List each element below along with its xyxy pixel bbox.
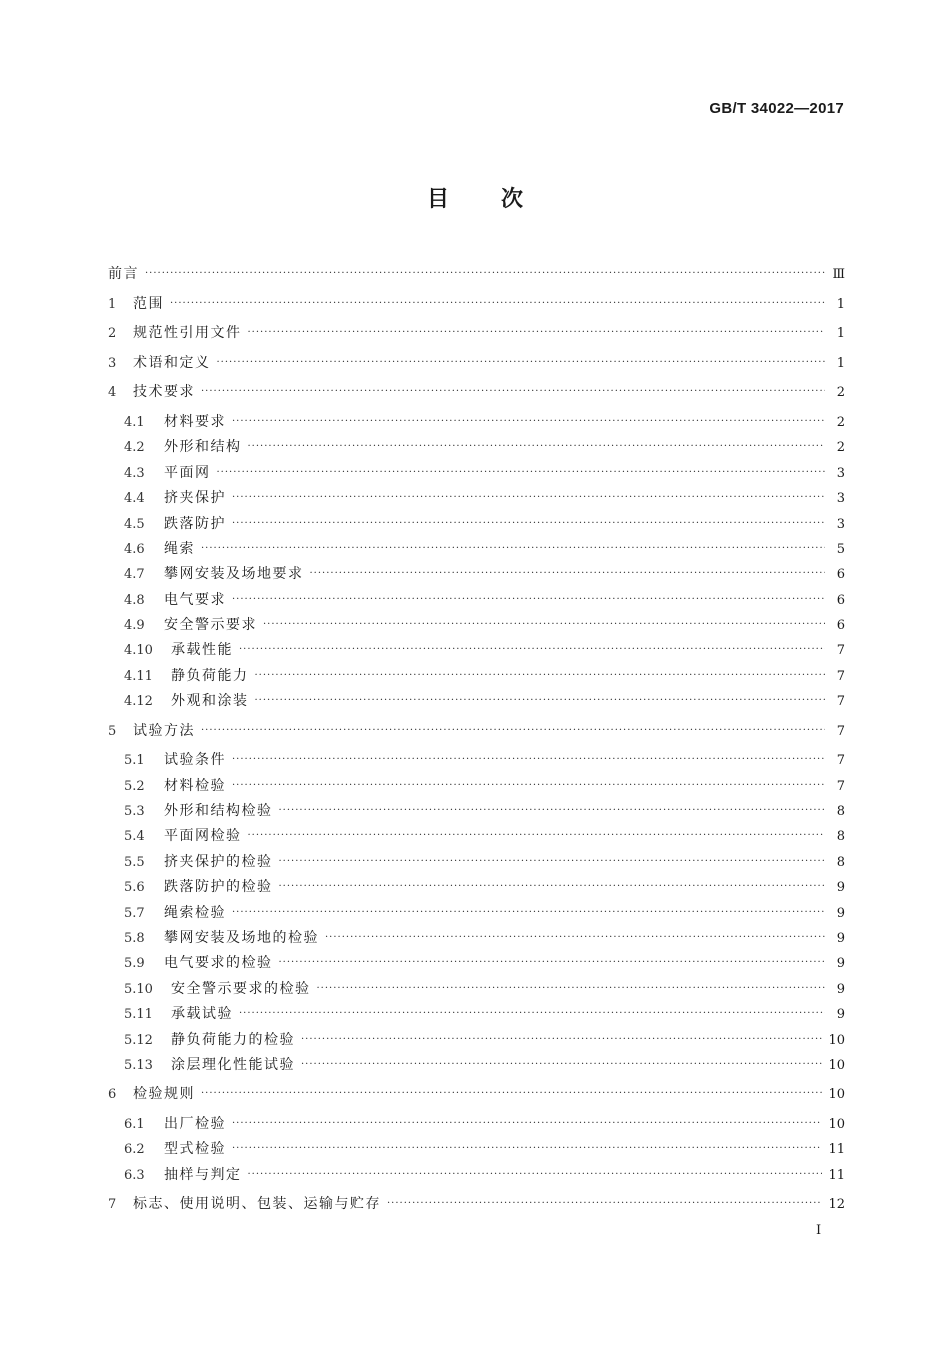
toc-entry-label: 平面网 <box>164 464 211 481</box>
toc-entry-page: 9 <box>836 981 845 997</box>
toc-entry-label: 电气要求 <box>164 591 226 608</box>
toc-dot-leader <box>239 644 825 655</box>
toc-entry-number: 4.10 <box>124 643 153 659</box>
toc-entry-label: 标志、使用说明、包装、运输与贮存 <box>133 1196 381 1213</box>
toc-entry[interactable] <box>108 1113 845 1138</box>
toc-dot-leader <box>279 856 826 867</box>
toc-entry-page: 3 <box>836 491 845 507</box>
toc-entry-page: 5 <box>836 541 845 557</box>
toc-entry-page: 6 <box>836 618 845 634</box>
toc-entry-number: 5.8 <box>124 930 145 946</box>
toc-entry-label: 电气要求的检验 <box>164 955 273 972</box>
toc-entry-page: 7 <box>836 694 845 710</box>
toc-dot-leader <box>301 1059 822 1070</box>
toc-entry-label: 跌落防护的检验 <box>164 879 273 896</box>
toc-entry[interactable] <box>108 927 845 952</box>
toc-entry[interactable] <box>108 1054 845 1079</box>
toc-entry-page: 10 <box>828 1032 845 1048</box>
toc-entry-page: 9 <box>836 880 845 896</box>
toc-entry-page: 7 <box>836 643 845 659</box>
toc-dot-leader <box>255 695 826 706</box>
toc-entry-label: 外观和涂装 <box>171 693 249 710</box>
toc-entry-page: 3 <box>836 465 845 481</box>
toc-entry-label: 绳索检验 <box>164 904 226 921</box>
toc-entry[interactable] <box>108 800 845 825</box>
toc-entry-number: 4.8 <box>124 592 145 608</box>
toc-entry[interactable] <box>108 665 845 690</box>
toc-entry-label: 绳索 <box>164 540 195 557</box>
toc-entry-number: 1 <box>108 296 117 312</box>
toc-entry-page: 3 <box>836 516 845 532</box>
page-title: 目次 <box>426 187 575 212</box>
toc-entry-number: 2 <box>108 326 117 342</box>
toc-entry-page: 1 <box>836 355 845 371</box>
toc-dot-leader <box>301 1034 822 1045</box>
toc-entry[interactable] <box>108 487 845 512</box>
toc-entry-label: 静负荷能力的检验 <box>171 1031 295 1048</box>
toc-dot-leader <box>170 298 825 309</box>
toc-dot-leader <box>232 518 825 529</box>
toc-entry-label: 挤夹保护 <box>164 490 226 507</box>
toc-entry-page: 2 <box>836 385 845 401</box>
toc-entry-number: 6.1 <box>124 1116 145 1132</box>
toc-entry-label: 范围 <box>133 295 164 312</box>
toc-dot-leader <box>232 492 825 503</box>
toc-entry-page: 9 <box>836 956 845 972</box>
toc-dot-leader <box>232 1143 822 1154</box>
toc-entry-page: 7 <box>836 778 845 794</box>
toc-entry-label: 规范性引用文件 <box>133 325 242 342</box>
toc-entry-page: 6 <box>836 592 845 608</box>
toc-entry-page: 9 <box>836 1007 845 1023</box>
toc-dot-leader <box>263 619 825 630</box>
toc-dot-leader <box>201 386 825 397</box>
toc-entry-number: 5.4 <box>124 829 145 845</box>
toc-entry[interactable] <box>108 589 845 614</box>
toc-entry[interactable] <box>108 978 845 1003</box>
toc-entry-page: 2 <box>836 414 845 430</box>
toc-entry-label: 承载试验 <box>171 1006 233 1023</box>
toc-entry-number: 5.7 <box>124 905 145 921</box>
toc-entry[interactable] <box>108 1164 845 1189</box>
toc-entry-page: 7 <box>836 668 845 684</box>
toc-entry[interactable] <box>108 538 845 563</box>
toc-entry-number: 4.5 <box>124 516 145 532</box>
toc-entry-number: 5.5 <box>124 854 145 870</box>
toc-entry-label: 材料要求 <box>164 413 226 430</box>
toc-dot-leader <box>248 327 826 338</box>
toc-entry-label: 试验条件 <box>164 752 226 769</box>
toc-entry-number: 4.4 <box>124 491 145 507</box>
toc-entry-label: 平面网检验 <box>164 828 242 845</box>
toc-entry-number: 5.6 <box>124 880 145 896</box>
toc-entry-number: 4.2 <box>124 440 145 456</box>
toc-entry-label: 检验规则 <box>133 1086 195 1103</box>
toc-entry[interactable] <box>108 749 845 774</box>
toc-entry[interactable] <box>108 614 845 639</box>
toc-entry-number: 5.10 <box>124 981 153 997</box>
toc-entry-page: 10 <box>828 1116 845 1132</box>
toc-entry-page: 10 <box>828 1057 845 1073</box>
toc-dot-leader <box>279 881 826 892</box>
toc-entry[interactable] <box>108 825 845 850</box>
toc-entry-number: 7 <box>108 1197 117 1213</box>
toc-dot-leader <box>201 1088 822 1099</box>
toc-entry-number: 4 <box>108 385 117 401</box>
toc-entry-number: 6 <box>108 1087 117 1103</box>
toc-entry-label: 术语和定义 <box>133 354 211 371</box>
toc-entry-label: 跌落防护 <box>164 515 226 532</box>
toc-entry-label: 型式检验 <box>164 1141 226 1158</box>
toc-entry-label: 抽样与判定 <box>164 1166 242 1183</box>
toc-dot-leader <box>232 1118 822 1129</box>
toc-entry-page: 8 <box>836 804 845 820</box>
toc-entry-page: 9 <box>836 930 845 946</box>
toc-entry-page: 8 <box>836 829 845 845</box>
toc-entry[interactable] <box>108 690 845 715</box>
toc-entry-page: 10 <box>828 1087 845 1103</box>
toc-entry-number: 5 <box>108 723 117 739</box>
toc-entry-label: 涂层理化性能试验 <box>171 1056 295 1073</box>
toc-entry-label: 前言 <box>108 266 139 282</box>
toc-entry[interactable] <box>108 1193 845 1223</box>
toc-entry-page: 1 <box>836 326 845 342</box>
toc-dot-leader <box>310 568 826 579</box>
toc-entry-label: 外形和结构 <box>164 439 242 456</box>
toc-entry[interactable] <box>108 775 845 800</box>
toc-entry-number: 4.3 <box>124 465 145 481</box>
toc-entry[interactable] <box>108 411 845 436</box>
toc-entry-label: 静负荷能力 <box>171 667 249 684</box>
toc-entry-page: 11 <box>828 1167 845 1183</box>
toc-entry-number: 5.3 <box>124 804 145 820</box>
toc-entry-page: 1 <box>836 296 845 312</box>
toc-entry-page: 2 <box>836 440 845 456</box>
toc-entry[interactable] <box>108 876 845 901</box>
toc-entry[interactable] <box>108 1083 845 1113</box>
toc-entry-page: 11 <box>828 1142 845 1158</box>
toc-entry[interactable] <box>108 293 845 323</box>
toc-entry-number: 4.11 <box>124 668 153 684</box>
toc-entry-number: 4.1 <box>124 414 145 430</box>
toc-entry-number: 4.7 <box>124 567 145 583</box>
toc-entry[interactable] <box>108 563 845 588</box>
toc-entry[interactable] <box>108 1138 845 1163</box>
table-of-contents <box>108 263 845 1223</box>
toc-entry[interactable] <box>108 952 845 977</box>
toc-entry-label: 安全警示要求的检验 <box>171 980 311 997</box>
toc-entry-number: 6.2 <box>124 1142 145 1158</box>
toc-entry-label: 材料检验 <box>164 777 226 794</box>
toc-dot-leader <box>248 830 826 841</box>
toc-dot-leader <box>387 1198 822 1209</box>
toc-entry-number: 4.6 <box>124 541 145 557</box>
toc-dot-leader <box>201 725 825 736</box>
toc-entry[interactable] <box>108 352 845 382</box>
toc-entry[interactable] <box>108 902 845 927</box>
toc-entry-number: 5.11 <box>124 1007 153 1023</box>
toc-entry-number: 5.9 <box>124 956 145 972</box>
toc-entry-label: 攀网安装及场地的检验 <box>164 929 319 946</box>
toc-entry-number: 4.9 <box>124 618 145 634</box>
toc-entry-page: 7 <box>836 753 845 769</box>
toc-dot-leader <box>248 1169 823 1180</box>
toc-dot-leader <box>217 357 826 368</box>
toc-entry-label: 外形和结构检验 <box>164 803 273 820</box>
toc-entry[interactable] <box>108 263 845 293</box>
toc-dot-leader <box>255 670 826 681</box>
footer-page-number: I <box>816 1223 822 1238</box>
toc-entry-number: 5.2 <box>124 778 145 794</box>
toc-dot-leader <box>232 416 825 427</box>
toc-entry[interactable] <box>108 436 845 461</box>
toc-entry[interactable] <box>108 639 845 664</box>
toc-entry[interactable] <box>108 1029 845 1054</box>
toc-dot-leader <box>232 907 825 918</box>
toc-dot-leader <box>279 957 826 968</box>
toc-entry-label: 承载性能 <box>171 642 233 659</box>
toc-entry-label: 出厂检验 <box>164 1115 226 1132</box>
toc-dot-leader <box>239 1008 825 1019</box>
toc-entry[interactable] <box>108 462 845 487</box>
toc-dot-leader <box>232 780 825 791</box>
toc-dot-leader <box>325 932 825 943</box>
toc-dot-leader <box>232 754 825 765</box>
toc-entry-page: 6 <box>836 567 845 583</box>
toc-dot-leader <box>317 983 826 994</box>
toc-entry-number: 3 <box>108 355 117 371</box>
standard-code: GB/T 34022—2017 <box>709 100 844 117</box>
toc-entry-number: 5.13 <box>124 1057 153 1073</box>
toc-entry[interactable] <box>108 720 845 750</box>
toc-entry-number: 5.1 <box>124 753 145 769</box>
toc-entry[interactable] <box>108 513 845 538</box>
toc-entry-page: Ⅲ <box>832 267 845 282</box>
toc-entry-page: 8 <box>836 854 845 870</box>
toc-entry-number: 6.3 <box>124 1167 145 1183</box>
toc-entry[interactable] <box>108 322 845 352</box>
toc-entry-number: 5.12 <box>124 1032 153 1048</box>
toc-entry-page: 9 <box>836 905 845 921</box>
toc-dot-leader <box>145 268 825 279</box>
toc-entry[interactable] <box>108 851 845 876</box>
toc-entry-label: 安全警示要求 <box>164 617 257 634</box>
toc-entry[interactable] <box>108 1003 845 1028</box>
toc-entry-label: 技术要求 <box>133 384 195 401</box>
toc-entry-number: 4.12 <box>124 694 153 710</box>
toc-dot-leader <box>201 543 825 554</box>
toc-dot-leader <box>248 441 826 452</box>
toc-dot-leader <box>217 467 826 478</box>
toc-entry-page: 12 <box>828 1197 845 1213</box>
toc-entry-label: 挤夹保护的检验 <box>164 853 273 870</box>
toc-entry-label: 试验方法 <box>133 722 195 739</box>
toc-dot-leader <box>232 594 825 605</box>
toc-dot-leader <box>279 805 826 816</box>
toc-entry-page: 7 <box>836 723 845 739</box>
toc-entry[interactable] <box>108 381 845 411</box>
toc-entry-label: 攀网安装及场地要求 <box>164 566 304 583</box>
